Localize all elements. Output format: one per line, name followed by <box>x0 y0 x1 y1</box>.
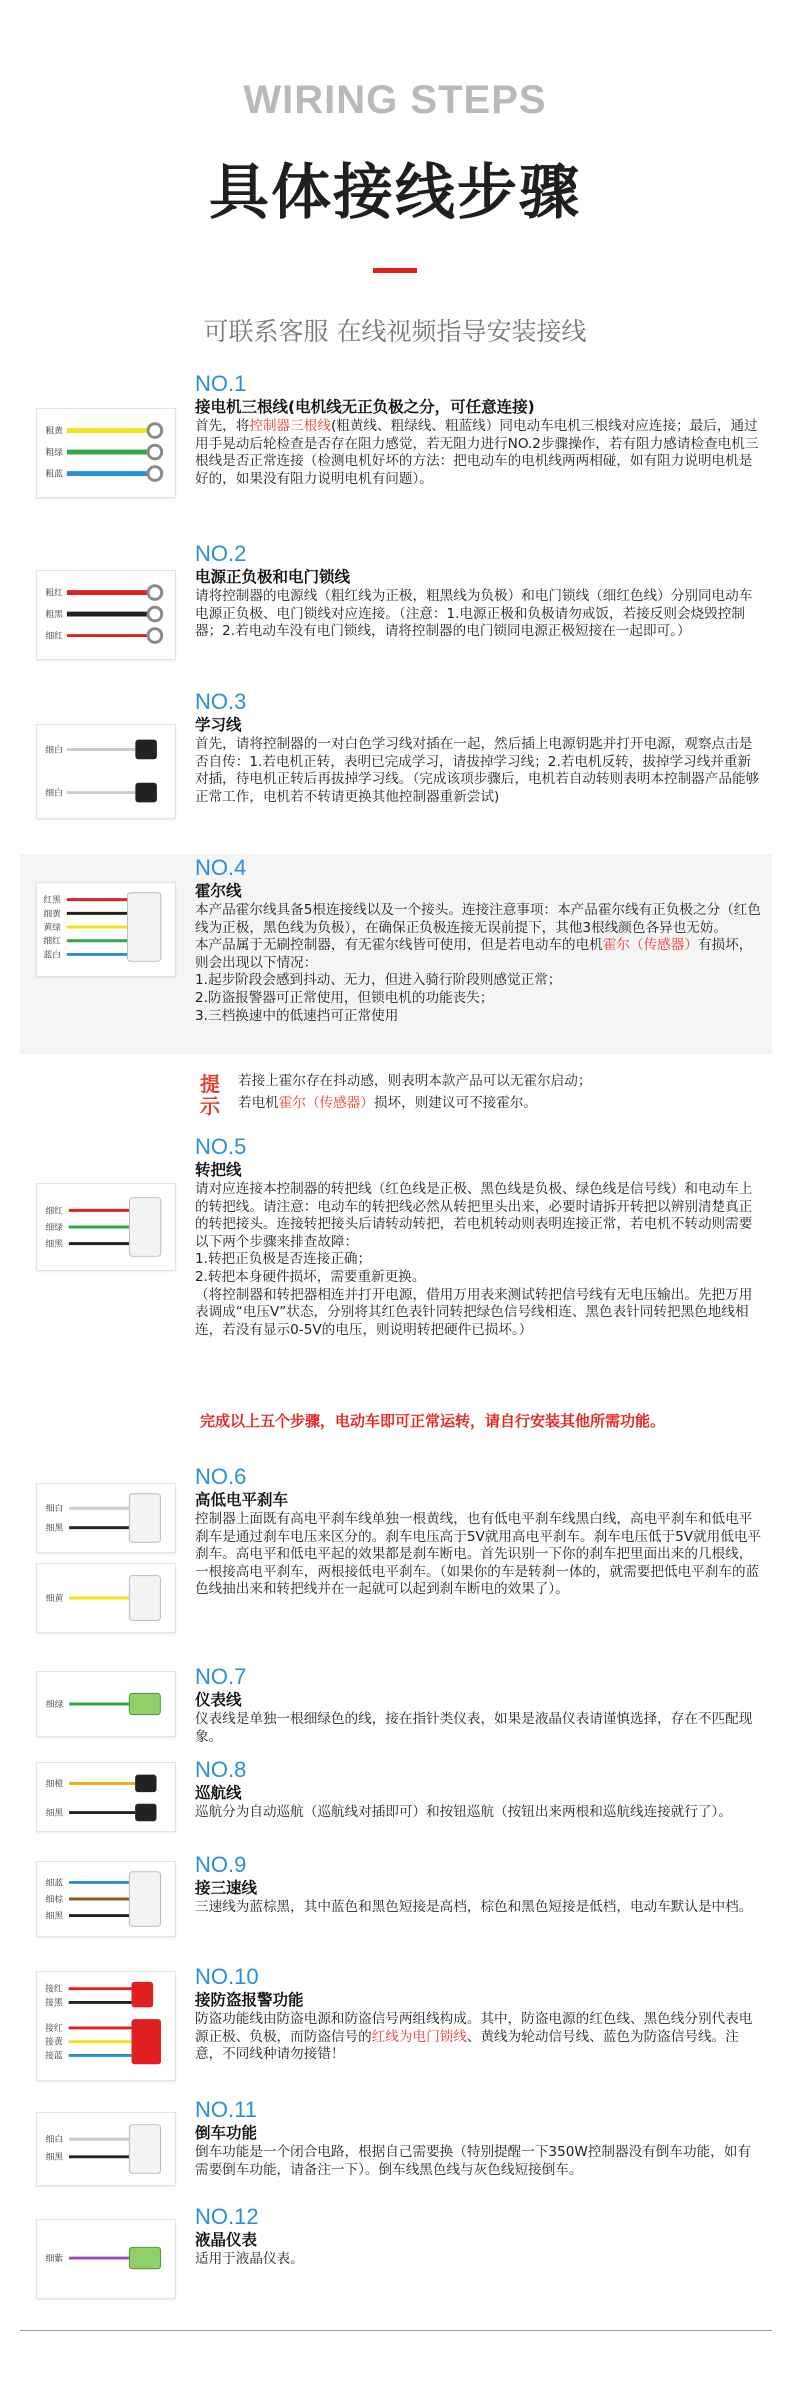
footer-divider <box>20 2330 772 2331</box>
step-8-body: 巡航分为自动巡航（巡航线对插即可）和按钮巡航（按钮出来两根和巡航线连接就行了）。 <box>195 1804 732 1820</box>
list-item: 2.防盗报警器可正常使用，但锁电机的功能丧失； <box>195 989 494 1006</box>
step-8-wire-image <box>36 1762 176 1832</box>
wire-label: 细黑 <box>45 1911 64 1922</box>
list-item: 3.三档换速中的低速挡可正常使用 <box>195 1007 399 1024</box>
step-1-number: NO.1 <box>195 371 247 396</box>
step-11-section <box>20 2098 772 2194</box>
wire-label: 细红 <box>45 1206 63 1217</box>
wire-label: 粗绿 <box>45 447 63 458</box>
step-12-title: 液晶仪表 <box>195 2231 258 2249</box>
step-3-body: 首先，请将控制器的一对白色学习线对插在一起，然后插上电源钥匙并打开电源，观察点击是否自传：1.若电机正转，表明已完成学习，请拔掉学习线；2.若电机反转，拔掉学习线并重新对插，待电机正转后再拔掉学习线。（完成该项步骤后，电机若自动转则表明本控制器产品能够正常工作，电机若不转请更换其他控制器重新尝试) <box>195 736 760 805</box>
header-subtitle: 可联系客服 在线视频指导安装接线 <box>203 317 587 346</box>
wire-label: 细黑 <box>45 1523 64 1534</box>
step-3-number: NO.3 <box>195 689 247 714</box>
wire-label: 细红 <box>43 936 61 947</box>
step-6-wire-image-b <box>36 1563 176 1633</box>
step-1-title: 接电机三根线(电机线无正负极之分，可任意连接) <box>195 398 535 416</box>
tip-line-2: 若电机霍尔（传感器）损坏，则建议可不接霍尔。 <box>238 1095 538 1111</box>
step-11-title: 倒车功能 <box>195 2124 258 2142</box>
step-7-wire-image <box>36 1671 176 1737</box>
step-5-title: 转把线 <box>195 1161 242 1179</box>
wire-label: 红黑 <box>43 895 61 906</box>
step-5-number: NO.5 <box>195 1134 247 1159</box>
step-6-body: 控制器上面既有高电平刹车线单独一根黄线，也有低电平刹车线黑白线，高电平刹车和低电平刹车是通过刹车电压来区分的。刹车电压高于5V就用高电平刹车。刹车电压低于5V就用低电平刹车。高电平和低电平起的效果都是刹车断电。首先识别一下你的刹车把里面出来的几根线，一根接高电平刹车，两根接低电平刹车。（如果你的车是转刹一体的，就需要把低电平刹车的蓝色线抽出来和转把线并在一起就可以起到刹车断电的效果了）。 <box>195 1511 762 1598</box>
step-5-body-tail: （将控制器和转把器相连并打开电源，借用万用表来测试转把信号线有无电压输出。先把万用表调成“电压V”状态，分别将其红色表针同转把绿色信号线相连、黑色表针同转把黑色地线相连，若没有显示0-5V的电压，则说明转把硬件已损坏。） <box>195 1286 753 1338</box>
wire-label: 细白 <box>45 1504 64 1515</box>
step-2-section <box>20 540 772 670</box>
wire-label: 细橙 <box>45 1779 64 1790</box>
tip-char-2: 示 <box>200 1094 220 1118</box>
step-11-number: NO.11 <box>195 2097 257 2122</box>
step-12-number: NO.12 <box>195 2204 259 2229</box>
step-1-body: 首先，将控制器三根线(粗黄线、粗绿线、粗蓝线）同电动车电机三根线对应连接；最后，通过用手晃动后轮检查是否存在阻力感觉，若无阻力进行NO.2步骤操作，若有阻力感请检查电机三根线是否正常连接（检测电机好坏的方法：把电动车的电机线两两相碰，如有阻力说明电机是好的，如果没有阻力说明电机有问题）。 <box>195 418 759 487</box>
step-6-title: 高低电平刹车 <box>195 1491 289 1509</box>
step-3-wire-image <box>36 724 176 819</box>
wire-label: 粗黑 <box>45 609 63 620</box>
step-11-body: 倒车功能是一个闭合电路，根据自己需要换（特别提醒一下350W控制器没有倒车功能，如有需要倒车功能，请备注一下）。倒车线黑色线与灰色线短接倒车。 <box>195 2144 751 2178</box>
step-7-title: 仪表线 <box>195 1691 242 1709</box>
header-title-cn: 具体接线步骤 <box>209 158 581 228</box>
header-title-en: WIRING STEPS <box>243 78 547 122</box>
step-1-wire-image <box>36 408 176 498</box>
wire-label: 接红 <box>45 2023 63 2034</box>
step-9-section <box>20 1853 772 1943</box>
step-2-title: 电源正负极和电门锁线 <box>195 568 351 586</box>
step-3-title: 学习线 <box>195 716 242 734</box>
header-accent-bar <box>373 268 417 273</box>
step-10-body: 防盗功能线由防盗电源和防盗信号两组线构成。其中，防盗电源的红色线、黑色线分别代表电源正极、负极，而防盗信号的红线为电门锁线、黄线为轮动信号线、蓝色为防盗信号线。注意，不同线种请勿接错！ <box>195 2011 753 2063</box>
step-9-wire-image <box>36 1861 176 1937</box>
wire-label: 细白 <box>45 745 63 756</box>
wire-label: 接红 <box>45 1984 63 1995</box>
step-4-section <box>20 854 772 1054</box>
step-9-number: NO.9 <box>195 1852 247 1877</box>
step-7-number: NO.7 <box>195 1664 247 1689</box>
list-item: 1.转把正负极是否连接正确； <box>195 1251 372 1268</box>
wire-label: 细黑 <box>45 2152 64 2163</box>
step-2-wire-image <box>36 570 176 660</box>
wire-label: 粗黄 <box>45 426 63 437</box>
step-5-section <box>20 1135 772 1390</box>
wire-label: 细白 <box>45 2135 64 2146</box>
step-4-number: NO.4 <box>195 855 247 880</box>
step-1-section <box>20 370 772 522</box>
list-item: 1.起步阶段会感到抖动、无力，但进入骑行阶段则感觉正常； <box>195 972 562 989</box>
wire-label: 粗蓝 <box>45 469 63 480</box>
tip-line-1: 若接上霍尔存在抖动感，则表明本款产品可以无霍尔启动； <box>238 1073 592 1089</box>
step-6-section <box>20 1465 772 1645</box>
step-10-wire-image <box>36 1971 176 2081</box>
wire-label: 细黑 <box>45 1239 63 1250</box>
step-8-section <box>20 1758 772 1838</box>
wire-label: 细绿 <box>45 1222 63 1233</box>
step-5-wire-image <box>36 1183 176 1271</box>
step-12-wire-image <box>36 2219 176 2299</box>
step-9-body: 三速线为蓝棕黑，其中蓝色和黑色短接是高档，棕色和黑色短接是低档，电动车默认是中档。 <box>195 1899 753 1915</box>
wire-label: 细棕 <box>45 1894 64 1905</box>
list-item: 2.转把本身硬件损坏，需要重新更换。 <box>195 1268 426 1285</box>
wire-label: 接蓝 <box>45 2051 63 2062</box>
step-9-title: 接三速线 <box>195 1879 258 1897</box>
wire-label: 细黄 <box>43 909 61 920</box>
step-6-number: NO.6 <box>195 1464 247 1489</box>
step-5-body: 请对应连接本控制器的转把线（红色线是正极、黑色线是负极、绿色线是信号线）和电动车上的转把线。请注意：电动车的转把线必然从转把里头出来，必要时请拆开转把以辨别清楚真正的转把接头。连接转把接头后请转动转把，若电机转动则表明连接正常，若电机不转动则需要以下两个步骤来排查故障： <box>195 1181 753 1250</box>
step-4-body: 本产品霍尔线具备5根连接线以及一个接头。连接注意事项：本产品霍尔线有正负极之分（红色线为正极，黑色线为负极），在确保正负极连接无误前提下，其他3根线颜色各异也无妨。 <box>195 902 761 936</box>
step-7-body: 仪表线是单独一根细绿色的线，接在指针类仪表，如果是液晶仪表请谨慎选择，存在不匹配现象。 <box>195 1711 753 1745</box>
step-4-title: 霍尔线 <box>195 882 242 900</box>
step-12-section <box>20 2205 772 2305</box>
wire-label: 细红 <box>45 631 63 642</box>
step-4-body-2: 本产品属于无刷控制器，有无霍尔线皆可使用，但是若电动车的电机霍尔（传感器）有损坏，则会出现以下情况： <box>195 937 753 971</box>
step-2-number: NO.2 <box>195 541 247 566</box>
wire-label: 黄绿 <box>43 922 61 933</box>
completion-warning: 完成以上五个步骤，电动车即可正常运转，请自行安装其他所需功能。 <box>200 1412 666 1430</box>
step-10-number: NO.10 <box>195 1964 259 1989</box>
wire-label: 细紫 <box>45 2253 64 2264</box>
step-3-section <box>20 688 772 838</box>
wire-label: 细白 <box>45 788 63 799</box>
wire-label: 蓝白 <box>43 950 61 961</box>
step-8-number: NO.8 <box>195 1757 247 1782</box>
step-12-body: 适用于液晶仪表。 <box>195 2251 304 2267</box>
step-4-wire-image <box>36 882 176 977</box>
step-10-title: 接防盗报警功能 <box>195 1991 304 2009</box>
step-8-title: 巡航线 <box>195 1784 242 1802</box>
wire-label: 细黄 <box>45 1593 64 1604</box>
step-2-body: 请将控制器的电源线（粗红线为正极，粗黑线为负极）和电门锁线（细红色线）分别同电动车电源正负极、电门锁线对应连接。（注意：1.电源正极和负极请勿戒饭，若接反则会烧毁控制器；2.若电动车没有电门锁线，请将控制器的电门锁同电源正极短接在一起即可。） <box>195 588 753 640</box>
step-6-wire-image-a <box>36 1483 176 1553</box>
wire-label: 细蓝 <box>45 1878 64 1889</box>
wire-label: 粗红 <box>45 588 63 599</box>
wire-label: 细绿 <box>45 1699 64 1710</box>
step-7-section <box>20 1665 772 1745</box>
step-11-wire-image <box>36 2112 176 2186</box>
step-10-section <box>20 1965 772 2085</box>
wire-label: 接黄 <box>45 2037 63 2048</box>
wire-label: 接黑 <box>45 1998 63 2009</box>
wire-label: 细黑 <box>45 1808 64 1819</box>
tip-char-1: 提 <box>200 1072 220 1096</box>
